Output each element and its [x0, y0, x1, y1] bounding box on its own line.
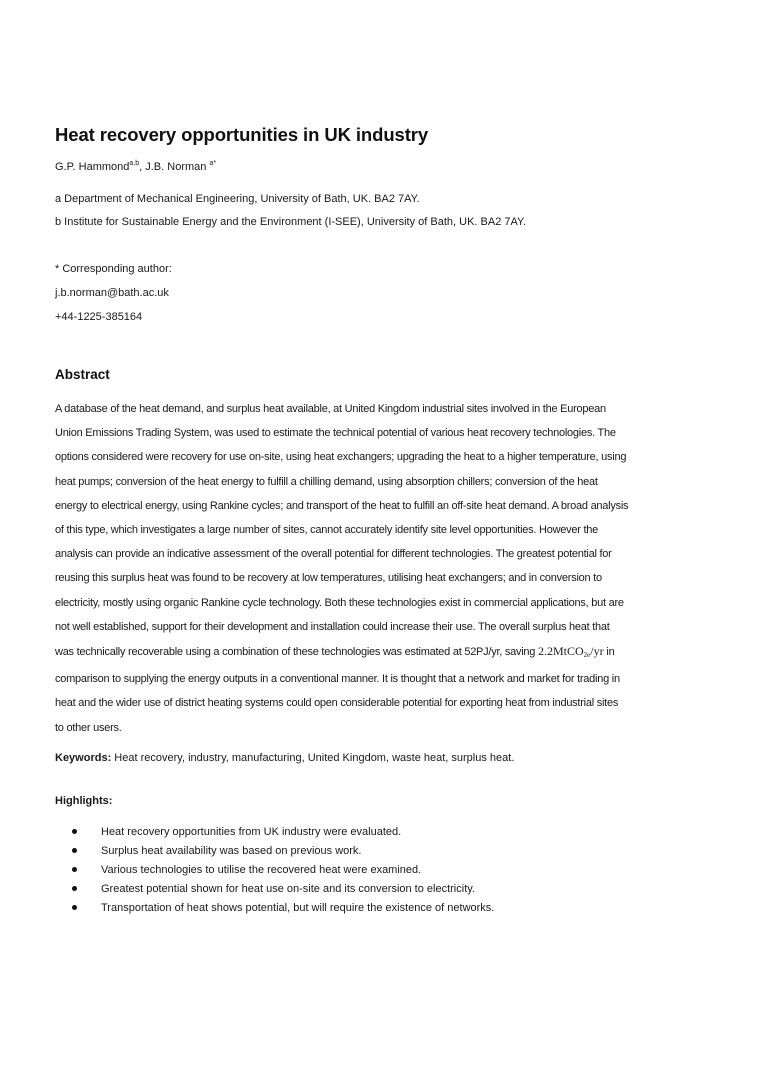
abstract-line: reusing this surplus heat was found to be recovery at low temperatures, utilising heat exchangers; and in conversion to: [55, 572, 602, 585]
paper-title: Heat recovery opportunities in UK industry: [55, 124, 429, 145]
highlights-heading: Highlights:: [55, 795, 113, 807]
keywords-text: Heat recovery, industry, manufacturing, United Kingdom, waste heat, surplus heat.: [111, 752, 515, 764]
abstract-line-text: in: [603, 646, 615, 659]
abstract-line: electricity, mostly using organic Rankine cycle technology. Both these technologies exist in commercial applications, but are: [55, 596, 624, 609]
bullet-icon: [72, 829, 77, 834]
keywords: [55, 752, 514, 764]
abstract-line: heat and the wider use of district heating systems could open considerable potential for exporting heat from industrial sites: [55, 697, 619, 710]
corresponding-email: j.b.norman@bath.ac.uk: [55, 287, 169, 299]
bullet-icon: [72, 848, 77, 853]
abstract-line: comparison to supplying the energy outputs in a conventional manner. It is thought that a network and market for trading in: [55, 673, 620, 686]
highlight-item: [72, 824, 494, 843]
abstract-line: to other users.: [55, 721, 122, 734]
highlight-text: Greatest potential shown for heat use on-site and its conversion to electricity.: [101, 883, 475, 895]
co2-amount: 2.2MtCO: [537, 644, 584, 659]
corresponding-author-label: * Corresponding author:: [55, 263, 172, 275]
abstract-text: [55, 397, 715, 740]
keywords-label: Keywords:: [55, 752, 112, 764]
abstract-line-text: was technically recoverable using a combination of these technologies was estimated at 52PJ/yr, saving: [55, 646, 538, 659]
co2-value: [538, 644, 604, 658]
highlight-item: [72, 862, 494, 881]
highlight-text: Surplus heat availability was based on previous work.: [101, 845, 362, 857]
author-list: [55, 160, 216, 173]
bullet-icon: [72, 886, 77, 891]
author-separator: ,: [139, 161, 146, 173]
highlights-list: [72, 824, 494, 919]
highlight-item: [72, 881, 494, 900]
abstract-line: analysis can provide an indicative assessment of the overall potential for different technologies. The greatest potential for: [55, 548, 612, 561]
bullet-icon: [72, 867, 77, 872]
abstract-line: options considered were recovery for use on-site, using heat exchangers; upgrading the heat to a higher temperature, using: [55, 451, 627, 464]
abstract-line: Union Emissions Trading System, was used to estimate the technical potential of various heat recovery technologies. The: [55, 427, 616, 440]
co2-subscript: 2e: [583, 651, 591, 660]
highlight-text: Heat recovery opportunities from UK industry were evaluated.: [101, 826, 402, 838]
author-affiliation-mark: a,b: [129, 160, 140, 167]
abstract-line: heat pumps; conversion of the heat energy to fulfill a chilling demand, using absorption chillers; conversion of the heat: [55, 475, 598, 488]
abstract-line: of this type, which investigates a large number of sites, cannot accurately identify site level opportunities. However the: [55, 524, 599, 537]
abstract-line: not well established, support for their development and installation could increase their use. The overall surplus heat that: [55, 620, 610, 633]
abstract-heading: Abstract: [55, 367, 110, 382]
highlight-text: Transportation of heat shows potential, but will require the existence of networks.: [101, 902, 495, 914]
abstract-line: [55, 639, 715, 667]
author-affiliation-mark: a*: [209, 160, 217, 167]
author-name: G.P. Hammond: [55, 161, 130, 173]
co2-unit: /yr: [590, 644, 604, 659]
author-name: J.B. Norman: [145, 161, 207, 173]
abstract-line: A database of the heat demand, and surplus heat available, at United Kingdom industrial sites involved in the European: [55, 403, 606, 415]
bullet-icon: [72, 905, 77, 910]
affiliation: b Institute for Sustainable Energy and the Environment (I-SEE), University of Bath, UK. BA2 7AY.: [55, 216, 526, 228]
highlight-item: [72, 843, 494, 862]
corresponding-phone: +44-1225-385164: [55, 311, 143, 323]
affiliation: a Department of Mechanical Engineering, University of Bath, UK. BA2 7AY.: [55, 193, 420, 205]
highlight-item: [72, 900, 494, 919]
highlight-text: Various technologies to utilise the recovered heat were examined.: [101, 864, 422, 876]
abstract-line: energy to electrical energy, using Rankine cycles; and transport of the heat to fulfill an off-site heat demand. A broad analysis: [55, 499, 629, 512]
